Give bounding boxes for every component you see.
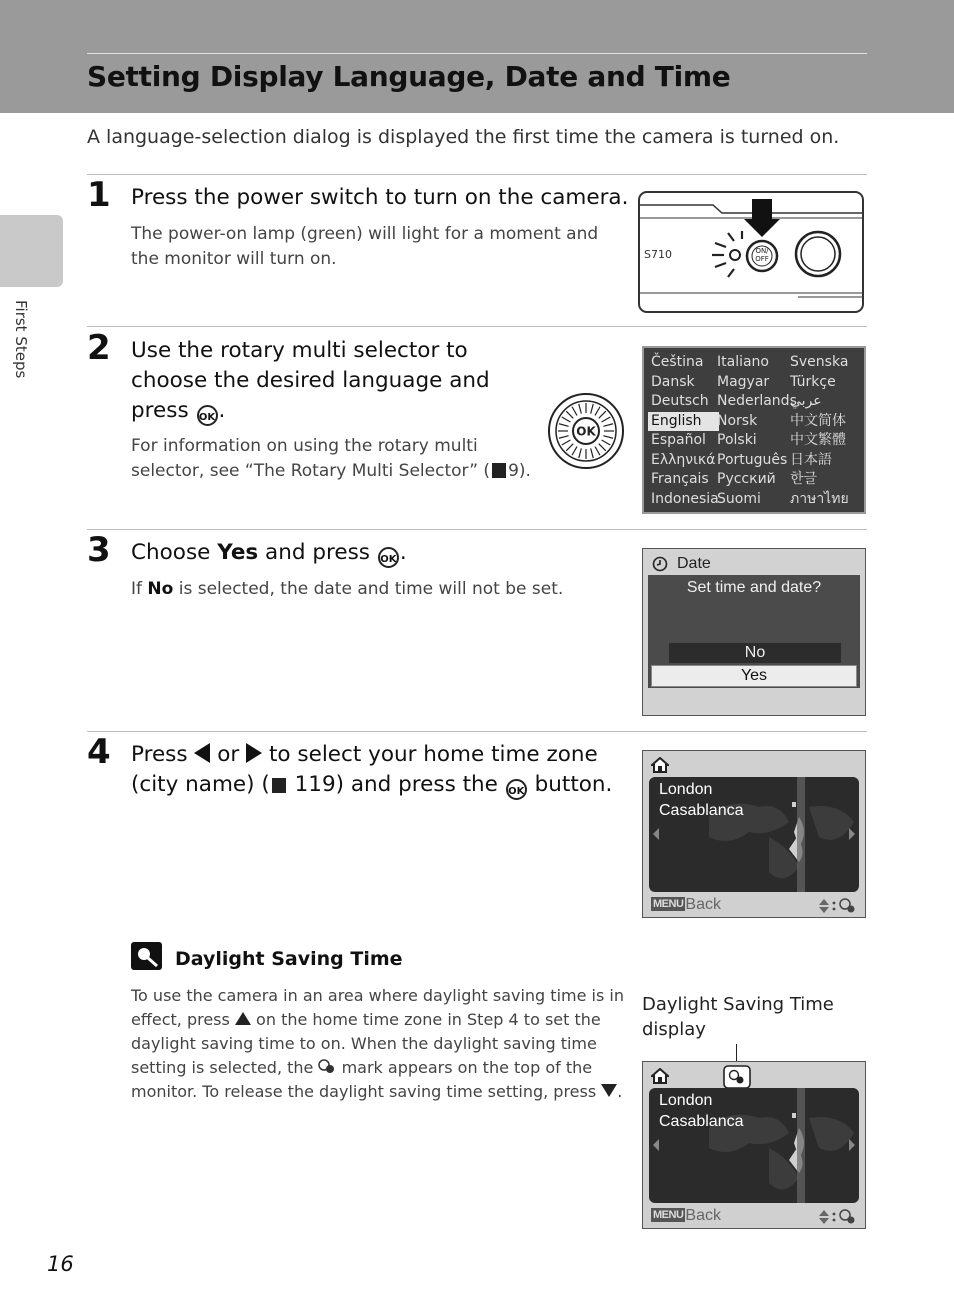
step-heading	[131, 336, 490, 426]
step-number: 1	[87, 175, 111, 215]
heading-text: (city name) (	[131, 772, 270, 797]
up-arrow-icon	[235, 1012, 251, 1025]
city-name: London	[659, 781, 713, 798]
city-name: Casablanca	[659, 1113, 744, 1130]
language-option[interactable]: Polski	[717, 432, 757, 448]
back-label: Back	[685, 896, 721, 913]
heading-line	[131, 740, 612, 770]
ok-button-icon: OK	[378, 547, 399, 568]
step-heading	[131, 740, 612, 800]
page-reference-icon	[272, 778, 286, 793]
body-line: daylight saving time to on. When the daylight saving time	[131, 1034, 597, 1053]
body-line	[131, 1008, 624, 1032]
down-arrow-icon	[601, 1084, 617, 1097]
heading-line: Use the rotary multi selector to	[131, 338, 468, 363]
language-column	[717, 353, 797, 509]
dst-mark-icon	[318, 1059, 336, 1075]
language-option[interactable]: Čeština	[651, 354, 704, 370]
intro-text: A language-selection dialog is displayed the first time the camera is turned on.	[87, 126, 840, 148]
step-body	[131, 434, 531, 484]
body-text: setting is selected, the	[131, 1058, 314, 1077]
world-map	[649, 777, 859, 892]
language-option[interactable]: Svenska	[790, 354, 849, 370]
step-number: 4	[87, 732, 111, 772]
language-option[interactable]: Ελληνικά	[651, 451, 716, 468]
home-icon	[651, 757, 669, 773]
language-option[interactable]: Français	[651, 471, 709, 487]
heading-text: press	[131, 398, 189, 423]
language-option[interactable]: ภาษาไทย	[790, 490, 849, 507]
language-option[interactable]: Türkçe	[790, 373, 836, 390]
heading-line: choose the desired language and	[131, 368, 490, 393]
heading-text: button.	[534, 772, 613, 797]
date-question: Set time and date?	[686, 579, 822, 596]
body-text: is selected, the date and time will not be set.	[173, 579, 564, 599]
caption-line: Daylight Saving Time	[642, 994, 834, 1015]
header-rule	[87, 53, 867, 54]
back-hint	[651, 1207, 721, 1225]
body-line: The power-on lamp (green) will light for a moment and	[131, 224, 599, 244]
language-option[interactable]: 中文简体	[790, 412, 846, 429]
divider	[87, 326, 867, 327]
time-zone-screen	[642, 750, 866, 918]
ok-button-icon: OK	[506, 779, 527, 800]
step-body	[131, 222, 598, 272]
heading-text: or	[217, 742, 240, 767]
divider	[87, 731, 867, 732]
language-option[interactable]: 한글	[790, 471, 818, 487]
option-no[interactable]: No	[669, 643, 841, 663]
svg-text:ON/: ON/	[755, 247, 769, 255]
home-icon	[651, 1068, 669, 1084]
heading-text: Choose	[131, 540, 218, 565]
language-column	[651, 353, 719, 509]
language-option[interactable]: Indonesia	[651, 490, 719, 507]
page-title: Setting Display Language, Date and Time	[87, 60, 731, 93]
heading-yes: Yes	[217, 540, 259, 565]
body-line: To use the camera in an area where daylight saving time is in	[131, 986, 624, 1005]
back-hint	[651, 896, 721, 914]
back-label: Back	[685, 1207, 721, 1224]
body-text: selector, see “The Rotary Multi Selector” (	[131, 461, 491, 481]
language-option[interactable]: Deutsch	[651, 393, 709, 409]
heading-text: Press	[131, 742, 188, 767]
body-text: on the home time zone in Step 4 to set the	[256, 1010, 601, 1029]
svg-text:OFF: OFF	[755, 255, 769, 263]
city-name: Casablanca	[659, 802, 744, 819]
language-option[interactable]: Dansk	[651, 373, 695, 390]
language-option[interactable]: 日本語	[790, 451, 832, 468]
divider	[87, 529, 867, 530]
caption-line: display	[642, 1019, 706, 1040]
tip-icon	[131, 942, 162, 970]
language-option[interactable]: Português	[717, 451, 788, 468]
step-body	[131, 577, 563, 602]
heading-line: press OK .	[131, 396, 490, 426]
dst-heading: Daylight Saving Time	[175, 948, 403, 970]
page-reference-icon	[492, 463, 506, 478]
world-map	[649, 1088, 859, 1203]
time-zone-screen-dst	[642, 1061, 866, 1229]
heading-text: and press	[258, 540, 370, 565]
step-heading: Choose Yes and press OK .	[131, 538, 407, 568]
page-number: 16	[47, 1252, 74, 1276]
dst-toggle-icon	[817, 897, 861, 915]
body-no: No	[147, 579, 174, 599]
language-selection-screen	[642, 346, 866, 514]
section-tab	[0, 215, 63, 287]
language-option[interactable]: Suomi	[717, 490, 761, 507]
language-option[interactable]: Nederlands	[717, 393, 797, 409]
body-line	[131, 1080, 624, 1104]
dst-caption	[642, 992, 834, 1042]
body-text: mark appears on the top of the	[341, 1058, 593, 1077]
clock-icon	[652, 556, 668, 572]
section-label: First Steps	[12, 300, 30, 379]
divider	[87, 174, 867, 175]
body-text: If	[131, 579, 148, 599]
menu-badge: MENU	[653, 898, 684, 910]
language-column	[790, 353, 849, 509]
heading-line	[131, 770, 612, 800]
camera-model-text: S710	[644, 248, 672, 261]
language-option[interactable]: Русский	[717, 471, 776, 487]
camera-power-illustration	[638, 191, 864, 313]
dst-body	[131, 984, 624, 1104]
dst-toggle-icon	[817, 1208, 861, 1226]
body-line	[131, 459, 531, 484]
rotary-multi-selector-icon	[546, 392, 626, 470]
language-option[interactable]: Italiano	[717, 354, 769, 370]
body-text: effect, press	[131, 1010, 230, 1029]
right-arrow-icon	[246, 743, 262, 763]
language-option[interactable]: Español	[651, 432, 706, 448]
heading-text: 119) and press the	[294, 772, 498, 797]
language-option[interactable]: Norsk	[717, 412, 758, 429]
header-band	[0, 0, 954, 113]
language-option[interactable]: 中文繁體	[790, 432, 846, 448]
menu-badge: MENU	[653, 1209, 684, 1221]
date-screen-title: Date	[677, 555, 711, 572]
body-text: .	[617, 1082, 623, 1101]
city-name: London	[659, 1092, 713, 1109]
body-line: the monitor will turn on.	[131, 249, 337, 269]
date-setup-screen	[642, 548, 866, 716]
date-dialog	[648, 575, 860, 688]
left-arrow-icon	[194, 743, 210, 763]
ok-button-icon: OK	[197, 405, 218, 426]
body-text: 9).	[508, 461, 531, 481]
heading-text: to select your home time zone	[268, 742, 598, 767]
option-yes[interactable]: Yes	[651, 665, 857, 687]
body-line	[131, 1056, 624, 1080]
body-line: For information on using the rotary multi	[131, 436, 478, 456]
body-text: monitor. To release the daylight saving time setting, press	[131, 1082, 597, 1101]
step-number: 3	[87, 530, 111, 570]
ok-label: OK	[576, 424, 596, 439]
step-heading: Press the power switch to turn on the camera.	[131, 185, 629, 210]
step-number: 2	[87, 328, 111, 368]
language-option[interactable]: English	[648, 412, 719, 432]
language-option[interactable]: Magyar	[717, 373, 770, 390]
language-option[interactable]: عربي	[790, 393, 822, 409]
dst-indicator-icon	[723, 1065, 751, 1089]
